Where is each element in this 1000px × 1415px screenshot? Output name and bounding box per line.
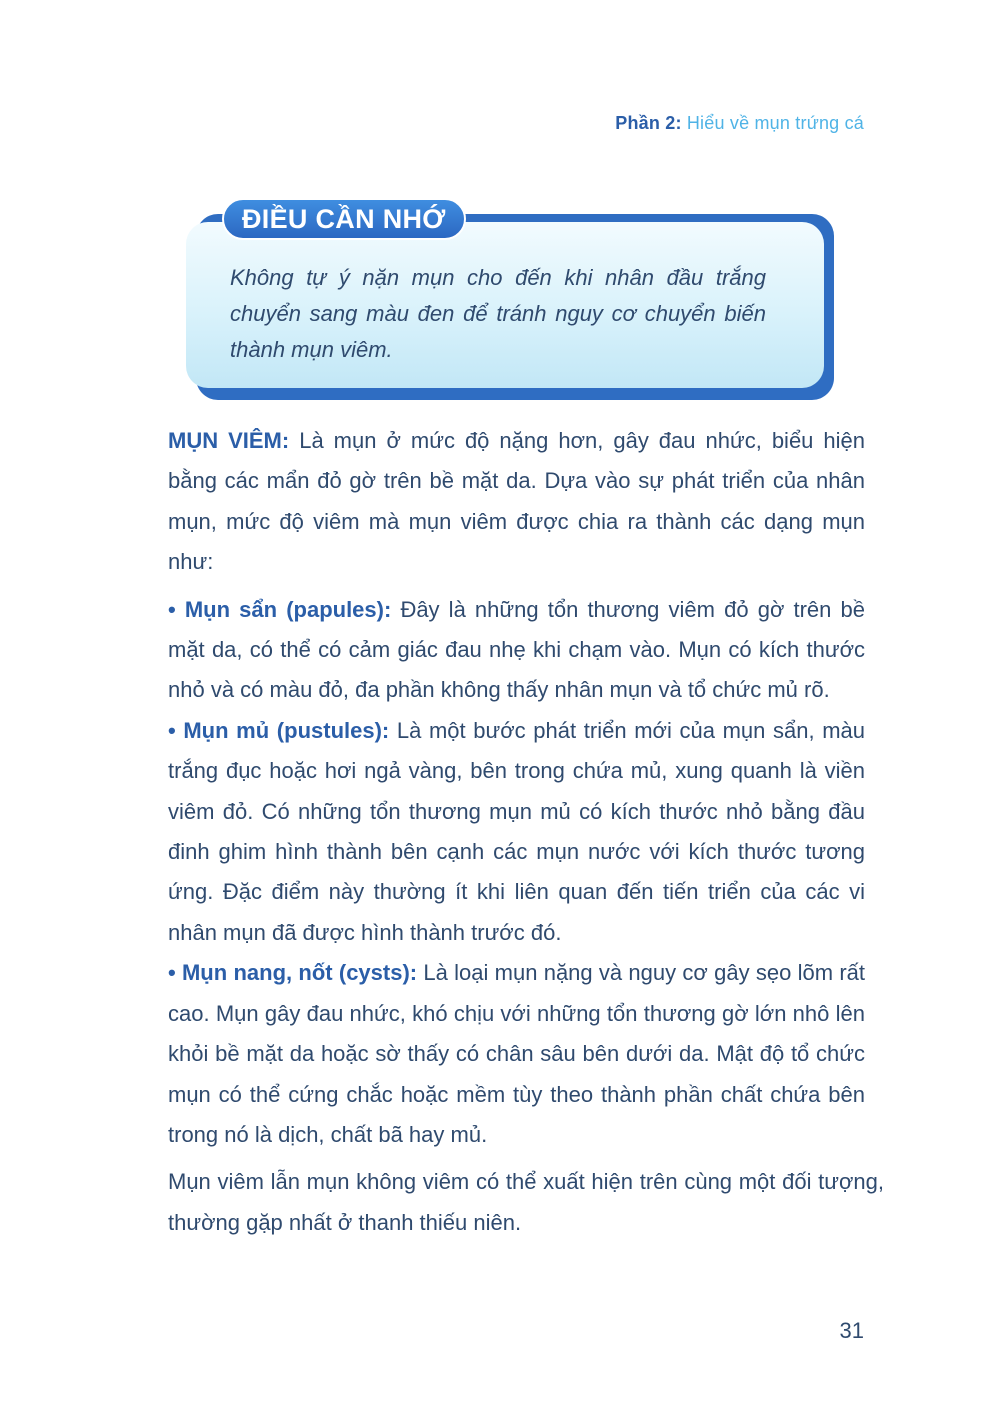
item-term: • Mụn mủ (pustules): [168,717,390,743]
list-item-cysts [168,953,865,1155]
main-content [168,421,884,1243]
remember-box [186,198,834,400]
remember-box-text: Không tự ý nặn mụn cho đến khi nhân đầu trắng chuyển sang màu đen để tránh nguy cơ chuyển biến thành mụn viêm. [230,265,766,362]
item-text: Là một bước phát triển mới của mụn sẩn, màu trắng đục hoặc hơi ngả vàng, bên trong chứa mủ, xung quanh là viền viêm đỏ. Có những tổn thương mụn mủ có kích thước nhỏ bằng đầu đinh ghim hình thành bên cạnh các mụn nước với kích thước tương ứng. Đặc điểm này thường ít khi liên quan đến tiến triển của các vi nhân mụn đã được hình thành trước đó. [168,717,866,945]
list-item-pustules [168,711,865,953]
intro-paragraph [168,421,865,583]
remember-box-title: ĐIỀU CẦN NHỚ [222,198,466,240]
list-item-papules [168,590,865,711]
header-topic: Hiểu về mụn trứng cá [686,113,864,133]
intro-text: Là mụn ở mức độ nặng hơn, gây đau nhức, biểu hiện bằng các mẩn đỏ gờ trên bề mặt da. Dựa vào sự phát triển của nhân mụn, mức độ viêm mà mụn viêm được chia ra thành các dạng mụn như: [168,428,865,575]
page-number: 31 [839,1318,864,1343]
item-text: Là loại mụn nặng và nguy cơ gây sẹo lõm rất cao. Mụn gây đau nhức, khó chịu với những tổn thương gờ lớn nhô lên khỏi bề mặt da hoặc sờ thấy có chân sâu bên dưới da. Mật độ tổ chức mụn có thể cứng chắc hoặc mềm tùy theo thành phần chất chứa bên trong nó là dịch, chất bã hay mủ. [168,960,865,1147]
running-header [615,113,864,134]
item-term: • Mụn nang, nốt (cysts): [168,960,418,986]
intro-term: MỤN VIÊM: [168,428,290,453]
header-part: Phần 2: [615,113,682,133]
closing-paragraph: Mụn viêm lẫn mụn không viêm có thể xuất hiện trên cùng một đối tượng, thường gặp nhất ở thanh thiếu niên. [168,1169,884,1235]
item-text: Đây là những tổn thương viêm đỏ gờ trên bề mặt da, có thể có cảm giác đau nhẹ khi chạm vào. Mụn có kích thước nhỏ và có màu đỏ, đa phần không thấy nhân mụn và tổ chức mủ rõ. [168,596,866,703]
item-term: • Mụn sẩn (papules): [168,596,392,622]
